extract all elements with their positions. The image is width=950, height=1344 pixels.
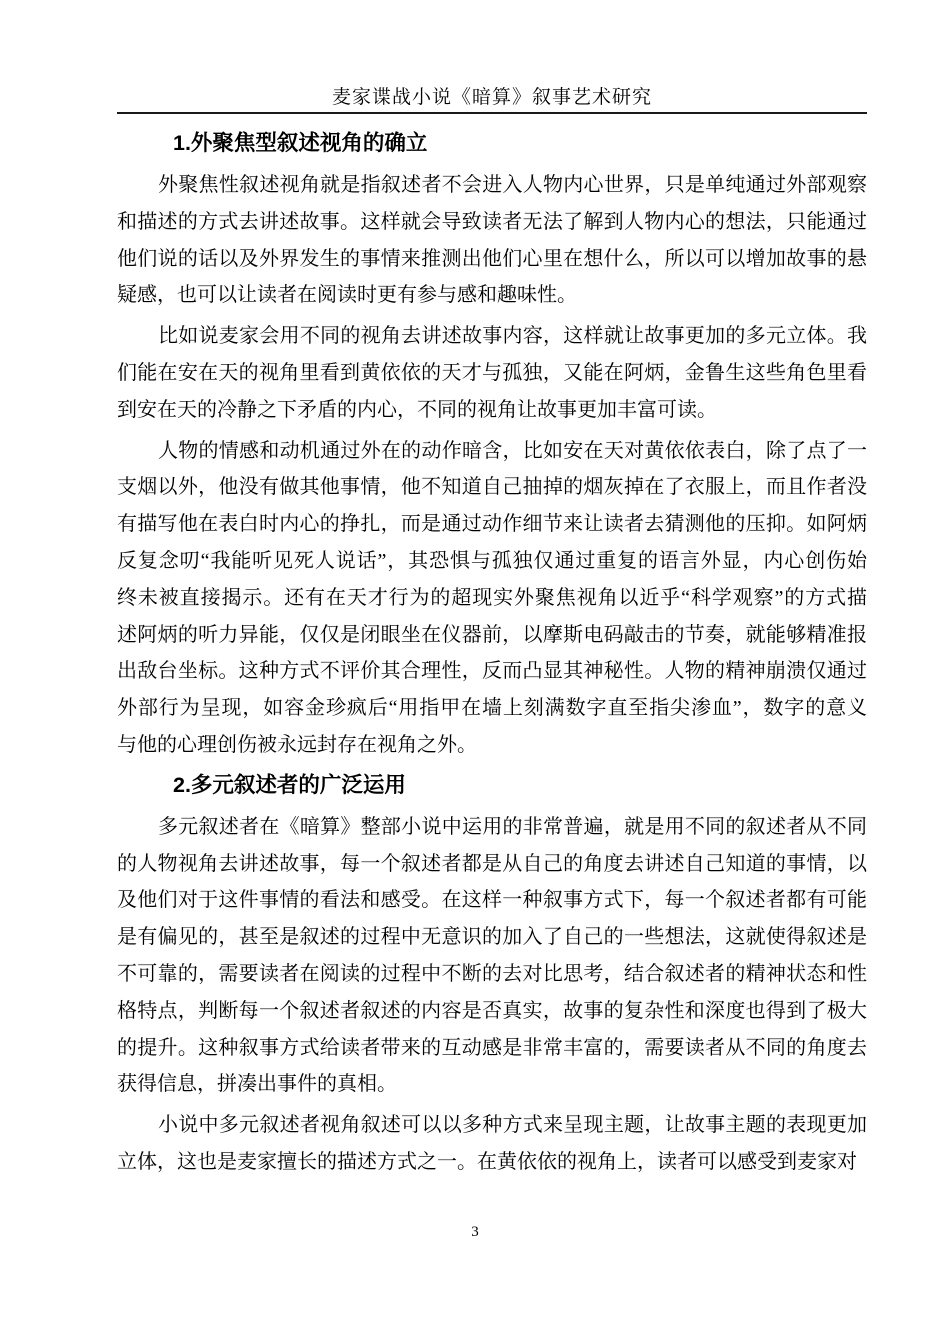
paragraph-line: 比如说麦家会用不同的视角去讲述故事内容，这样就让故事更加的多元立体。我	[158, 325, 867, 348]
paragraph-line: 小说中多元叙述者视角叙述可以以多种方式来呈现主题，让故事主题的表现更加	[158, 1114, 867, 1137]
paragraph	[117, 167, 867, 314]
paragraph-line: 的人物视角去讲述故事，每一个叙述者都是从自己的角度去讲述自己知道的事情，以	[117, 852, 867, 875]
paragraph-line: 和描述的方式去讲述故事。这样就会导致读者无法了解到人物内心的想法，只能通过	[117, 210, 867, 233]
paragraph-line: 们能在安在天的视角里看到黄依依的天才与孤独，又能在阿炳，金鲁生这些角色里看	[117, 361, 867, 384]
paragraph-line: 不可靠的，需要读者在阅读的过程中不断的去对比思考，结合叙述者的精神状态和性	[117, 962, 867, 985]
page-number: 3	[471, 1224, 479, 1240]
document-body	[117, 122, 867, 1181]
paragraph-line: 反复念叨“我能听见死人说话”，其恐惧与孤独仅通过重复的语言外显，内心创伤始	[117, 549, 867, 572]
paragraph-line: 他们说的话以及外界发生的事情来推测出他们心里在想什么，所以可以增加故事的悬	[117, 247, 867, 270]
paragraph	[117, 318, 867, 428]
section-heading: 2.多元叙述者的广泛运用	[173, 772, 406, 797]
paragraph-line: 述阿炳的听力异能，仅仅是闭眼坐在仪器前，以摩斯电码敲击的节奏，就能够精准报	[117, 623, 867, 646]
paragraph-line: 是有偏见的，甚至是叙述的过程中无意识的加入了自己的一些想法，这就使得叙述是	[117, 926, 867, 949]
paragraph-line: 有描写他在表白时内心的挣扎，而是通过动作细节来让读者去猜测他的压抑。如阿炳	[117, 513, 867, 536]
paragraph-line: 到安在天的冷静之下矛盾的内心，不同的视角让故事更加丰富可读。	[117, 398, 717, 421]
paragraph-line: 的提升。这种叙事方式给读者带来的互动感是非常丰富的，需要读者从不同的角度去	[117, 1036, 867, 1059]
paragraph-line: 支烟以外，他没有做其他事情，他不知道自己抽掉的烟灰掉在了衣服上，而且作者没	[117, 476, 867, 499]
paragraph	[117, 433, 867, 764]
paragraph-line: 外聚焦性叙述视角就是指叙述者不会进入人物内心世界，只是单纯通过外部观察	[158, 174, 867, 196]
paragraph-line: 格特点，判断每一个叙述者叙述的内容是否真实，故事的复杂性和深度也得到了极大	[117, 999, 867, 1022]
paragraph-line: 获得信息，拼凑出事件的真相。	[117, 1073, 397, 1096]
paragraph-line: 及他们对于这件事情的看法和感受。在这样一种叙事方式下，每一个叙述者都有可能	[117, 889, 867, 912]
paragraph-line: 立体，这也是麦家擅长的描述方式之一。在黄依依的视角上，读者可以感受到麦家对	[117, 1150, 857, 1173]
paragraph-line: 人物的情感和动机通过外在的动作暗含，比如安在天对黄依依表白，除了点了一	[158, 439, 867, 462]
paragraph-line: 疑感，也可以让读者在阅读时更有参与感和趣味性。	[117, 284, 577, 307]
paragraph-line: 出敌台坐标。这种方式不评价其合理性，反而凸显其神秘性。人物的精神崩溃仅通过	[117, 660, 867, 683]
paragraph	[117, 1107, 867, 1181]
paragraph-line: 多元叙述者在《暗算》整部小说中运用的非常普遍，就是用不同的叙述者从不同	[158, 815, 867, 838]
page-footer	[0, 1222, 950, 1242]
paragraph	[117, 809, 867, 1103]
section-heading: 1.外聚焦型叙述视角的确立	[173, 131, 428, 155]
header-title: 麦家谍战小说《暗算》叙事艺术研究	[331, 87, 652, 108]
paragraph-line: 外部行为呈现，如容金珍疯后“用指甲在墙上刻满数字直至指尖渗血”，数字的意义	[117, 697, 867, 720]
paragraph-line: 与他的心理创伤被永远封存在视角之外。	[117, 733, 477, 756]
paragraph-line: 终未被直接揭示。还有在天才行为的超现实外聚焦视角以近乎“科学观察”的方式描	[117, 586, 867, 609]
page-header	[117, 0, 867, 114]
